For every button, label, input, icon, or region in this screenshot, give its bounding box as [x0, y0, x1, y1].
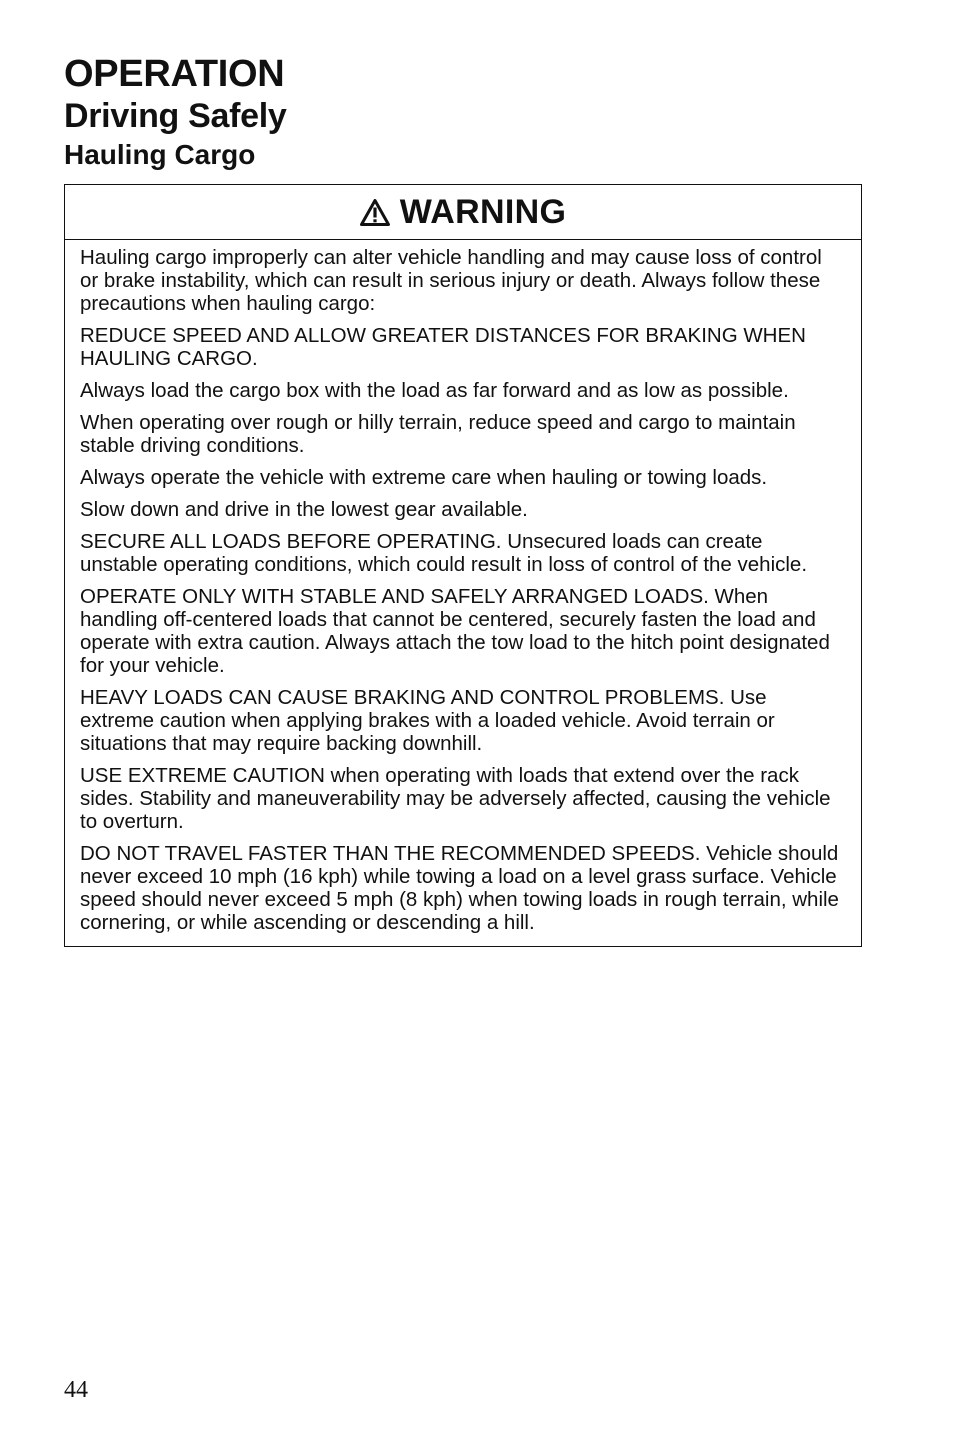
- topic-heading: Hauling Cargo: [64, 139, 256, 170]
- warning-paragraph: Always operate the vehicle with extreme care when hauling or towing loads.: [80, 466, 768, 489]
- warning-triangle-icon: [360, 199, 390, 226]
- warning-box: [64, 184, 862, 947]
- warning-paragraph: Hauling cargo improperly can alter vehicle handling and may cause loss of control or brake instability, which can result in serious injury or death. Always follow these precautions when hauling cargo:: [80, 246, 822, 315]
- warning-paragraph: DO NOT TRAVEL FASTER THAN THE RECOMMENDED SPEEDS. Vehicle should never exceed 10 mph (16 kph) while towing a load on a level grass surface. Vehicle speed should never exceed 5 mph (8 kph) when towing loads in rough terrain, while cornering, or while ascending or descending a hill.: [80, 842, 839, 934]
- warning-body: [65, 240, 861, 946]
- warning-paragraph: SECURE ALL LOADS BEFORE OPERATING. Unsecured loads can create unstable operating conditions, which could result in loss of control of the vehicle.: [80, 530, 808, 576]
- section-heading: OPERATION: [64, 53, 285, 95]
- warning-paragraph: USE EXTREME CAUTION when operating with loads that extend over the rack sides. Stability and maneuverability may be adversely affected, causing the vehicle to overturn.: [80, 764, 831, 833]
- warning-paragraph: HEAVY LOADS CAN CAUSE BRAKING AND CONTROL PROBLEMS. Use extreme caution when applying brakes with a loaded vehicle. Avoid terrain or situations that may require backing downhill.: [80, 686, 775, 755]
- warning-paragraph: REDUCE SPEED AND ALLOW GREATER DISTANCES FOR BRAKING WHEN HAULING CARGO.: [80, 324, 806, 370]
- warning-paragraph: Slow down and drive in the lowest gear available.: [80, 498, 528, 521]
- warning-header: [65, 185, 861, 240]
- subsection-heading: Driving Safely: [64, 97, 287, 135]
- warning-paragraph: When operating over rough or hilly terrain, reduce speed and cargo to maintain stable driving conditions.: [80, 411, 796, 457]
- document-page: [64, 52, 864, 947]
- page-number: 44: [64, 1377, 88, 1403]
- warning-title: WARNING: [399, 192, 567, 231]
- warning-paragraph: OPERATE ONLY WITH STABLE AND SAFELY ARRANGED LOADS. When handling off-centered loads that cannot be centered, securely fasten the load and operate with extra caution. Always attach the tow load to the hitch point designated for your vehicle.: [80, 585, 830, 677]
- warning-paragraph: Always load the cargo box with the load as far forward and as low as possible.: [80, 379, 789, 402]
